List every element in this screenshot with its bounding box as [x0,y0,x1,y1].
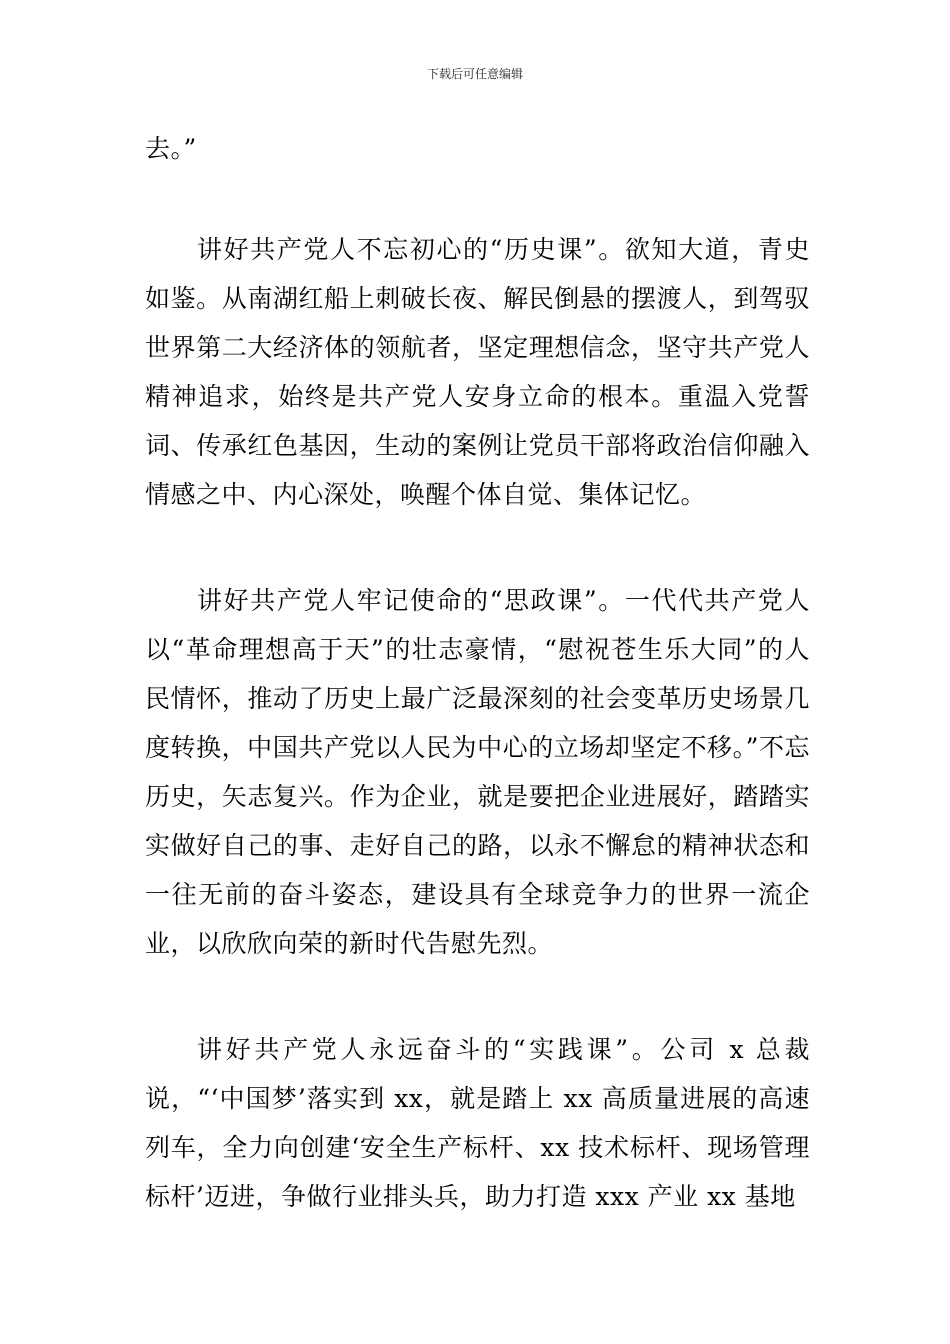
page-header: 下载后可任意编辑 [426,67,523,81]
paragraph-history-lesson: 讲好共产党人不忘初心的“历史课”。欲知大道，青史如鉴。从南湖红船上刺破长夜、解民倒悬的摆渡人，到驾驭世界第二大经济体的领航者，坚定理想信念，坚守共产党人精神追求，始终是共产党人安身立命的根本。重温入党誓词、传承红色基因，生动的案例让党员干部将政治信仰融入情感之中、内心深处，唤醒个体自觉、集体记忆。 [145,235,810,509]
paragraph-continuation: 去。” [145,134,197,163]
paragraph-mission-lesson: 讲好共产党人牢记使命的“思政课”。一代代共产党人以“革命理想高于天”的壮志豪情，“慰祝苍生乐大同”的人民情怀，推动了历史上最广泛最深刻的社会变革历史场景几度转换，中国共产党以人民为中心的立场却坚定不移。”不忘历史，矢志复兴。作为企业，就是要把企业进展好，踏踏实实做好自己的事、走好自己的路，以永不懈怠的精神状态和一往无前的奋斗姿态，建设具有全球竞争力的世界一流企业，以欣欣向荣的新时代告慰先烈。 [145,586,810,958]
paragraph-practice-lesson: 讲好共产党人永远奋斗的“实践课”。公司 x 总裁说，“‘中国梦’落实到 xx，就是踏上 xx 高质量进展的高速列车，全力向创建‘安全生产标杆、xx 技术标杆、现场管理标杆’迈进，争做行业排头兵，助力打造 xxx 产业 xx 基地 [145,1035,810,1211]
